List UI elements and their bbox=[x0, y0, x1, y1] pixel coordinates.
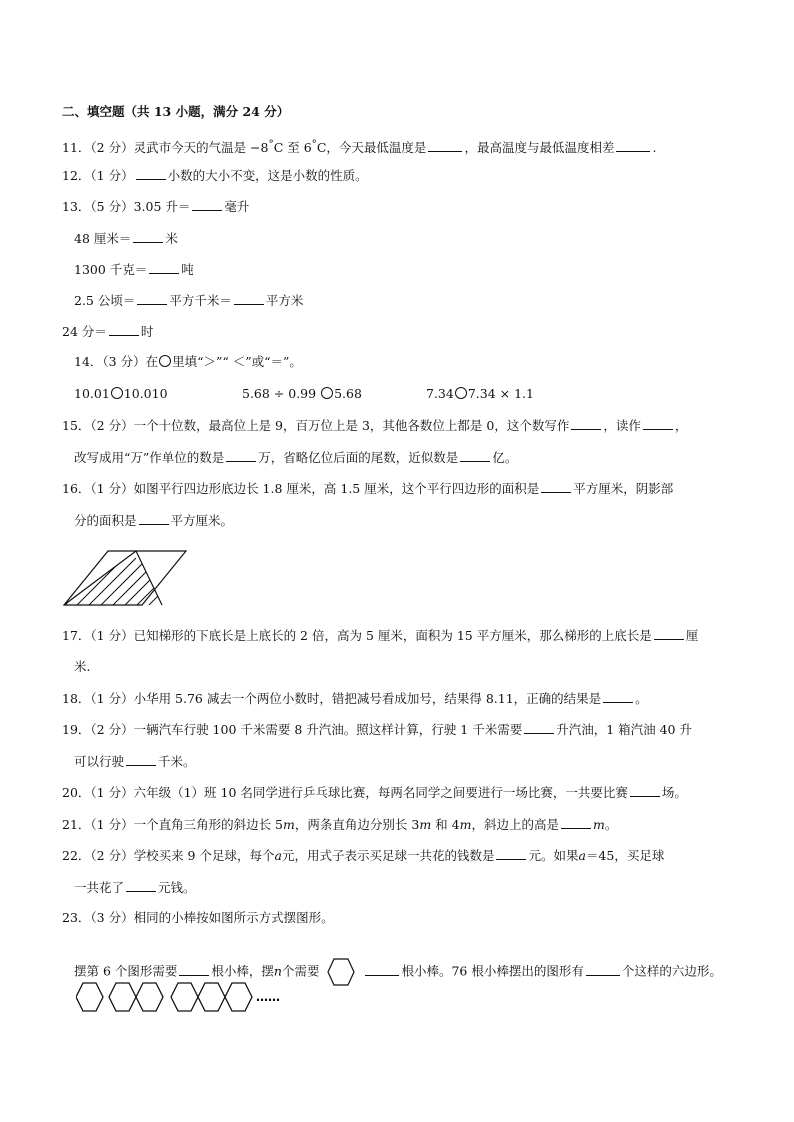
question-13-line-2: 48 厘米＝ 米 bbox=[74, 231, 178, 246]
answer-blank[interactable] bbox=[149, 261, 179, 274]
section-title: 二、填空题（共 13 小题，满分 24 分） bbox=[62, 104, 290, 119]
question-22-line-2: 一共花了 元钱。 bbox=[74, 880, 196, 895]
compare-item-2: 5.68 ÷ 0.99 5.68 bbox=[242, 386, 362, 401]
answer-blank[interactable] bbox=[460, 449, 490, 462]
question-19-line-2: 可以行驶 千米。 bbox=[74, 754, 196, 769]
answer-blank[interactable] bbox=[643, 417, 673, 430]
question-16-line-2: 分的面积是 平方厘米。 bbox=[74, 513, 234, 528]
question-13-line-5: 24 分＝ 时 bbox=[62, 324, 154, 339]
answer-blank[interactable] bbox=[571, 417, 601, 430]
answer-blank[interactable] bbox=[365, 963, 399, 976]
question-21: 21．（1 分）一个直角三角形的斜边长 5m，两条直角边分别长 3m 和 4m，斜边上的高是 m。 bbox=[62, 817, 618, 832]
answer-blank[interactable] bbox=[524, 721, 554, 734]
question-13: 13．（5 分）3.05 升＝ 毫升 bbox=[62, 199, 250, 214]
answer-blank[interactable] bbox=[133, 230, 163, 243]
answer-blank[interactable] bbox=[136, 167, 166, 180]
answer-blank[interactable] bbox=[541, 480, 571, 493]
answer-blank[interactable] bbox=[226, 449, 256, 462]
hexagon-icon bbox=[327, 957, 355, 987]
circle-icon bbox=[159, 355, 171, 367]
question-15: 15．（2 分）一个十位数，最高位上是 9，百万位上是 3，其他各数位上都是 0，这个数写作 ，读作 ， bbox=[62, 418, 688, 433]
answer-blank[interactable] bbox=[496, 847, 526, 860]
question-23-line-2: 摆第 6 个图形需要 根小棒，摆n个需要 根小棒。76 根小棒摆出的图形有 个这样的六边形。 bbox=[74, 957, 722, 987]
question-15-line-2: 改写成用“万”作单位的数是 万，省略亿位后面的尾数，近似数是 亿。 bbox=[74, 450, 518, 465]
continuation-dots: …… bbox=[256, 990, 280, 1004]
answer-blank[interactable] bbox=[561, 816, 591, 829]
answer-blank[interactable] bbox=[654, 627, 684, 640]
question-19: 19．（2 分）一辆汽车行驶 100 千米需要 8 升汽油。照这样计算，行驶 1 千米需要 升汽油，1 箱汽油 40 升 bbox=[62, 722, 692, 737]
parallelogram-figure bbox=[60, 548, 190, 608]
hexagon-pattern-figure bbox=[76, 980, 286, 1014]
question-12: 12．（1 分） 小数的大小不变，这是小数的性质。 bbox=[62, 168, 368, 183]
answer-blank[interactable] bbox=[586, 963, 620, 976]
question-13-line-4: 2.5 公顷＝ 平方千米＝ 平方米 bbox=[74, 293, 304, 308]
answer-blank[interactable] bbox=[616, 139, 650, 152]
answer-blank[interactable] bbox=[126, 879, 156, 892]
question-11: 11．（2 分）灵武市今天的气温是 −8°C 至 6°C，今天最低温度是 ，最高温度与最低温度相差 . bbox=[62, 138, 657, 156]
answer-blank[interactable] bbox=[428, 139, 462, 152]
answer-blank[interactable] bbox=[137, 292, 167, 305]
compare-circle[interactable] bbox=[455, 387, 467, 399]
question-17-line-2: 米. bbox=[74, 659, 91, 674]
question-13-line-3: 1300 千克＝ 吨 bbox=[74, 262, 194, 277]
compare-circle[interactable] bbox=[321, 387, 333, 399]
compare-item-3: 7.34 7.34 × 1.1 bbox=[426, 386, 534, 401]
question-22: 22．（2 分）学校买来 9 个足球，每个a元，用式子表示买足球一共花的钱数是 元。如果a＝45，买足球 bbox=[62, 848, 665, 863]
answer-blank[interactable] bbox=[603, 690, 633, 703]
answer-blank[interactable] bbox=[109, 323, 139, 336]
answer-blank[interactable] bbox=[139, 512, 169, 525]
answer-blank[interactable] bbox=[234, 292, 264, 305]
compare-circle[interactable] bbox=[111, 387, 123, 399]
question-16: 16．（1 分）如图平行四边形底边长 1.8 厘米，高 1.5 厘米，这个平行四边形的面积是 平方厘米，阴影部 bbox=[62, 481, 674, 496]
question-17: 17．（1 分）已知梯形的下底长是上底长的 2 倍，高为 5 厘米，面积为 15 平方厘米，那么梯形的上底长是 厘 bbox=[62, 628, 699, 643]
answer-blank[interactable] bbox=[192, 198, 222, 211]
answer-blank[interactable] bbox=[630, 784, 660, 797]
question-20: 20．（1 分）六年级（1）班 10 名同学进行乒乓球比赛，每两名同学之间要进行一场比赛，一共要比赛 场。 bbox=[62, 785, 687, 800]
answer-blank[interactable] bbox=[126, 753, 156, 766]
question-23: 23．（3 分）相同的小棒按如图所示方式摆图形。 bbox=[62, 910, 334, 925]
question-18: 18．（1 分）小华用 5.76 减去一个两位小数时，错把减号看成加号，结果得 8.11，正确的结果是 。 bbox=[62, 691, 648, 706]
answer-blank[interactable] bbox=[179, 963, 209, 976]
question-14: 14．（3 分）在 里填“＞”“ ＜”或“＝”。 bbox=[74, 354, 302, 369]
compare-item-1: 10.01 10.010 bbox=[74, 386, 168, 401]
